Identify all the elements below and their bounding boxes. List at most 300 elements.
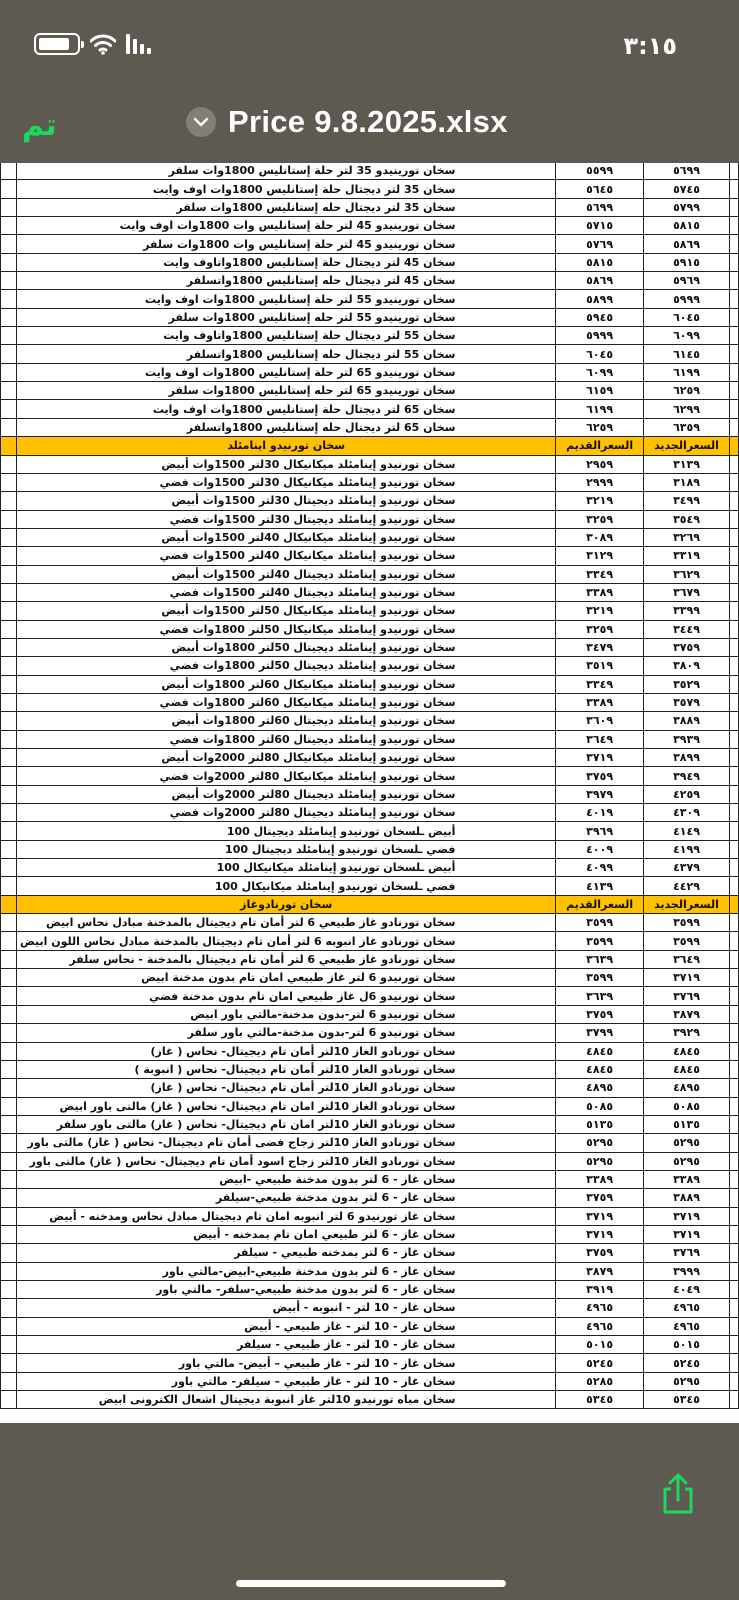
old-price-cell[interactable]: ٤٨٩٥ — [556, 1079, 643, 1097]
blank-cell[interactable] — [730, 749, 739, 767]
old-price-cell[interactable]: ٣٥٩٩ — [556, 914, 643, 932]
blank-cell[interactable] — [730, 418, 739, 436]
old-price-cell[interactable]: ٣٩١٩ — [556, 1280, 643, 1298]
blank-cell[interactable] — [730, 1391, 739, 1409]
new-price-cell[interactable]: ٤٠٤٩ — [643, 1280, 729, 1298]
product-name-cell[interactable]: سخان تورنيدو إينامئلد ديجيتال 40لتر 1500وات أبيض — [17, 565, 556, 583]
new-price-cell[interactable]: ٣٥٢٩ — [643, 675, 729, 693]
blank-cell[interactable] — [1, 400, 17, 418]
product-name-cell[interactable]: سخان تورنادو الغاز 10لتر امان تام ديجيتال- نحاس ( غاز) مالتى باور ابيض — [17, 1097, 556, 1115]
product-name-cell[interactable]: سخان غاز - 10 لتر - انبوبه - أبيض — [17, 1299, 556, 1317]
blank-cell[interactable] — [730, 1152, 739, 1170]
old-price-cell[interactable]: ٣٢٥٩ — [556, 510, 643, 528]
new-price-cell[interactable]: ٣٩٩٩ — [643, 1262, 729, 1280]
blank-cell[interactable] — [730, 400, 739, 418]
blank-cell[interactable] — [1, 877, 17, 895]
new-price-cell[interactable]: ٤٩٦٥ — [643, 1317, 729, 1335]
blank-cell[interactable] — [730, 1024, 739, 1042]
old-price-cell[interactable]: ٥٧٦٩ — [556, 235, 643, 253]
blank-cell[interactable] — [1, 382, 17, 400]
new-price-cell[interactable]: ٦١٩٩ — [643, 363, 729, 381]
blank-cell[interactable] — [730, 1115, 739, 1133]
new-price-cell[interactable]: ٤٨٤٥ — [643, 1042, 729, 1060]
product-name-cell[interactable]: سخان تورنيدو إينامئلد ميكانيكال 40لتر 1500وات فضي — [17, 547, 556, 565]
product-name-cell[interactable]: سخان تورنادو غاز طبيعي 6 لتر أمان تام ديجيتال بالمدخنة - نحاس سلفر — [17, 950, 556, 968]
blank-cell[interactable] — [730, 822, 739, 840]
new-price-cell[interactable]: ٣٧١٩ — [643, 1225, 729, 1243]
old-price-cell[interactable]: ٦٠٩٩ — [556, 363, 643, 381]
blank-cell[interactable] — [730, 1170, 739, 1188]
blank-cell[interactable] — [1, 822, 17, 840]
new-price-cell[interactable]: ٣٨٧٩ — [643, 1005, 729, 1023]
blank-cell[interactable] — [1, 1280, 17, 1298]
new-price-cell[interactable]: ٥٢٩٥ — [643, 1152, 729, 1170]
blank-cell[interactable] — [1, 950, 17, 968]
blank-cell[interactable] — [1, 1262, 17, 1280]
new-price-cell[interactable]: ٤٨٩٥ — [643, 1079, 729, 1097]
blank-cell[interactable] — [730, 1244, 739, 1262]
blank-cell[interactable] — [1, 1042, 17, 1060]
old-price-header-cell[interactable]: السعرالقديم — [556, 895, 643, 913]
blank-cell[interactable] — [730, 1189, 739, 1207]
new-price-cell[interactable]: ٥٢٩٥ — [643, 1134, 729, 1152]
product-name-cell[interactable]: سخان غاز - 6 لتر بدون مدخنة طبيعي -ابيض — [17, 1170, 556, 1188]
old-price-cell[interactable]: ٥٢٤٥ — [556, 1354, 643, 1372]
old-price-cell[interactable]: ٢٩٥٩ — [556, 455, 643, 473]
old-price-cell[interactable]: ٣٧١٩ — [556, 749, 643, 767]
new-price-cell[interactable]: ٣٨٨٩ — [643, 712, 729, 730]
new-price-cell[interactable]: ٦١٤٥ — [643, 345, 729, 363]
old-price-cell[interactable]: ٣٢٥٩ — [556, 620, 643, 638]
old-price-cell[interactable]: ٥٨٦٩ — [556, 272, 643, 290]
blank-cell[interactable] — [730, 1042, 739, 1060]
new-price-cell[interactable]: ٣٨٠٩ — [643, 657, 729, 675]
blank-cell[interactable] — [730, 602, 739, 620]
blank-cell[interactable] — [1, 1024, 17, 1042]
new-price-cell[interactable]: ٥١٣٥ — [643, 1115, 729, 1133]
blank-cell[interactable] — [730, 657, 739, 675]
old-price-cell[interactable]: ٣٧٥٩ — [556, 1244, 643, 1262]
product-name-cell[interactable]: سخان تورنيدو إينامئلد ديجيتال 40لتر 1500وات فضي — [17, 583, 556, 601]
old-price-cell[interactable]: ٤٩٦٥ — [556, 1299, 643, 1317]
product-name-cell[interactable]: سخان تورنيدو إينامئلد ديجيتال 60لتر 1800وات فضي — [17, 730, 556, 748]
product-name-cell[interactable]: سخان غاز - 10 لتر - غاز طبيعي - أبيض — [17, 1317, 556, 1335]
new-price-cell[interactable]: ٥٢٩٥ — [643, 1372, 729, 1390]
old-price-cell[interactable]: ٤٠١٩ — [556, 804, 643, 822]
old-price-cell[interactable]: ٣٩٧٩ — [556, 785, 643, 803]
blank-cell[interactable] — [730, 198, 739, 216]
blank-cell[interactable] — [730, 1225, 739, 1243]
blank-cell[interactable] — [1, 1134, 17, 1152]
new-price-cell[interactable]: ٣٧٥٩ — [643, 638, 729, 656]
blank-cell[interactable] — [1, 1152, 17, 1170]
old-price-cell[interactable]: ٥٦٩٩ — [556, 198, 643, 216]
blank-cell[interactable] — [730, 382, 739, 400]
old-price-cell[interactable]: ٥٩٩٩ — [556, 327, 643, 345]
product-name-cell[interactable]: سخان 65 لتر ديجتال حلة إستانليس 1800وات اوف وايت — [17, 400, 556, 418]
product-name-cell[interactable]: سخان تورنيدو إينامئلد ميكانيكال 80لتر 2000وات أبيض — [17, 749, 556, 767]
blank-cell[interactable] — [730, 1280, 739, 1298]
new-price-cell[interactable]: ٣٥٩٩ — [643, 932, 729, 950]
new-price-cell[interactable]: ٣٨٨٩ — [643, 1189, 729, 1207]
blank-cell[interactable] — [730, 785, 739, 803]
new-price-cell[interactable]: ٣٦٧٩ — [643, 583, 729, 601]
blank-cell[interactable] — [1, 620, 17, 638]
new-price-cell[interactable]: ٣٨٩٩ — [643, 749, 729, 767]
product-name-cell[interactable]: سخان تورنادو الغاز 10لتر أمان تام ديجيتال- نحاس ( غاز) — [17, 1079, 556, 1097]
blank-cell[interactable] — [1, 1207, 17, 1225]
blank-cell[interactable] — [730, 675, 739, 693]
blank-cell[interactable] — [1, 510, 17, 528]
blank-cell[interactable] — [1, 1060, 17, 1078]
product-name-cell[interactable]: سخان تورنيدو إينامئلد ميكانيكال 40لتر 1500وات أبيض — [17, 528, 556, 546]
new-price-cell[interactable]: ٣٥٤٩ — [643, 510, 729, 528]
blank-cell[interactable] — [1, 1244, 17, 1262]
new-price-cell[interactable]: ٣٩٤٩ — [643, 767, 729, 785]
product-name-cell[interactable]: سخان تورنيدو إينامئلد ديجيتال 60لتر 1800وات أبيض — [17, 712, 556, 730]
old-price-cell[interactable]: ٥٨١٥ — [556, 253, 643, 271]
blank-cell[interactable] — [730, 455, 739, 473]
old-price-cell[interactable]: ٥٢٩٥ — [556, 1134, 643, 1152]
new-price-cell[interactable]: ٣٧٦٩ — [643, 1244, 729, 1262]
old-price-cell[interactable]: ٣٨٧٩ — [556, 1262, 643, 1280]
blank-cell[interactable] — [1, 473, 17, 491]
new-price-cell[interactable]: ٥٩٦٩ — [643, 272, 729, 290]
old-price-cell[interactable]: ٣٧٥٩ — [556, 1189, 643, 1207]
old-price-cell[interactable]: ٥٢٩٥ — [556, 1152, 643, 1170]
product-name-cell[interactable]: سخان تورنادو الغاز 10لتر أمان تام ديجيتال- نحاس ( غاز) — [17, 1042, 556, 1060]
blank-cell[interactable] — [730, 895, 739, 913]
blank-cell[interactable] — [730, 859, 739, 877]
product-name-cell[interactable]: سخان مياه تورنيدو 10لتر غاز انبوبة ديجيتال اشعال الكترونى ابيض — [17, 1391, 556, 1409]
blank-cell[interactable] — [1, 1225, 17, 1243]
product-name-cell[interactable]: سخان تورنيدو 6 لتر-بدون مدخنة-مالتي باور ابيض — [17, 1005, 556, 1023]
product-name-cell[interactable]: سخان تورنيدو إينامئلد ميكانيكال 30لتر 1500وات فضي — [17, 473, 556, 491]
product-name-cell[interactable]: سخان تورنيدو إينامئلد ديجيتال 50لتر 1800وات أبيض — [17, 638, 556, 656]
old-price-cell[interactable]: ٦١٩٩ — [556, 400, 643, 418]
old-price-cell[interactable]: ٥٣٤٥ — [556, 1391, 643, 1409]
new-price-cell[interactable]: ٥٩٩٩ — [643, 290, 729, 308]
blank-cell[interactable] — [1, 235, 17, 253]
old-price-cell[interactable]: ٥١٣٥ — [556, 1115, 643, 1133]
blank-cell[interactable] — [1, 253, 17, 271]
blank-cell[interactable] — [730, 492, 739, 510]
new-price-cell[interactable]: ٤٣٠٩ — [643, 804, 729, 822]
blank-cell[interactable] — [1, 492, 17, 510]
new-price-cell[interactable]: ٣٦٤٩ — [643, 950, 729, 968]
product-name-cell[interactable]: سخان تورنادو الغاز 10لتر زجاج فضى أمان تام ديجيتال- نحاس ( غاز) مالتى باور — [17, 1134, 556, 1152]
old-price-cell[interactable]: ٤٨٤٥ — [556, 1060, 643, 1078]
new-price-cell[interactable]: ٥٠٨٥ — [643, 1097, 729, 1115]
product-name-cell[interactable]: سخان تورنادو الغاز 10لتر أمان تام ديجيتال- نحاس ( انبوبة ) — [17, 1060, 556, 1078]
old-price-cell[interactable]: ٤٩٦٥ — [556, 1317, 643, 1335]
product-name-cell[interactable]: سخان تورنادو الغاز 10لتر زجاج اسود أمان تام ديجيتال- نحاس ( غاز) مالتى باور — [17, 1152, 556, 1170]
blank-cell[interactable] — [730, 437, 739, 455]
old-price-cell[interactable]: ٦١٥٩ — [556, 382, 643, 400]
new-price-cell[interactable]: ٥٧٩٩ — [643, 198, 729, 216]
blank-cell[interactable] — [1, 657, 17, 675]
blank-cell[interactable] — [730, 217, 739, 235]
blank-cell[interactable] — [1, 767, 17, 785]
blank-cell[interactable] — [730, 932, 739, 950]
blank-cell[interactable] — [730, 272, 739, 290]
old-price-cell[interactable]: ٣٧١٩ — [556, 1207, 643, 1225]
old-price-cell[interactable]: ٣٢١٩ — [556, 492, 643, 510]
blank-cell[interactable] — [1, 455, 17, 473]
new-price-cell[interactable]: ٤٤٢٩ — [643, 877, 729, 895]
product-name-cell[interactable]: سخان تورنيدو إينامئلد ديجيتال 80لتر 2000وات أبيض — [17, 785, 556, 803]
blank-cell[interactable] — [1, 638, 17, 656]
old-price-header-cell[interactable]: السعرالقديم — [556, 437, 643, 455]
product-name-cell[interactable]: سخان تورنادو الغاز 10لتر امان تام ديجيتال- نحاس ( غاز) مالتى باور سلفر — [17, 1115, 556, 1133]
spreadsheet-view[interactable] — [0, 163, 739, 1423]
blank-cell[interactable] — [1, 969, 17, 987]
product-name-cell[interactable]: سخان غاز - 6 لتر بدون مدخنة طبيعي-سلفر- مالتي باور — [17, 1280, 556, 1298]
new-price-cell[interactable]: ٥٦٩٩ — [643, 163, 729, 180]
old-price-cell[interactable]: ٥٥٩٩ — [556, 163, 643, 180]
blank-cell[interactable] — [730, 1060, 739, 1078]
blank-cell[interactable] — [1, 1115, 17, 1133]
old-price-cell[interactable]: ٣٠٨٩ — [556, 528, 643, 546]
product-name-cell[interactable]: سخان تورنيدو إينامئلد ديجيتال 80لتر 2000وات فضي — [17, 804, 556, 822]
blank-cell[interactable] — [1, 180, 17, 198]
product-name-cell[interactable]: سخان تورنيدو إينامئلد ميكانيكال 60لتر 1800وات أبيض — [17, 675, 556, 693]
new-price-cell[interactable]: ٣٩٣٩ — [643, 730, 729, 748]
product-name-cell[interactable]: سخان تورنيدو إينامئلد ميكانيكال 30لتر 1500وات أبيض — [17, 455, 556, 473]
section-title-cell[interactable]: سخان تورنيدو اينامئلد — [17, 437, 556, 455]
product-name-cell[interactable]: سخان تورينيدو 65 لتر حلة إستانليس 1800وات اوف وايت — [17, 363, 556, 381]
blank-cell[interactable] — [730, 163, 739, 180]
new-price-cell[interactable]: ٤٨٤٥ — [643, 1060, 729, 1078]
product-name-cell[interactable]: سخان غاز - 6 لتر طبيعي امان تام بمدخنه - أبيض — [17, 1225, 556, 1243]
new-price-cell[interactable]: ٣٢٦٩ — [643, 528, 729, 546]
new-price-cell[interactable]: ٦٠٤٥ — [643, 308, 729, 326]
blank-cell[interactable] — [730, 638, 739, 656]
blank-cell[interactable] — [1, 290, 17, 308]
blank-cell[interactable] — [730, 1079, 739, 1097]
blank-cell[interactable] — [1, 1097, 17, 1115]
blank-cell[interactable] — [1, 272, 17, 290]
blank-cell[interactable] — [730, 987, 739, 1005]
product-name-cell[interactable]: سخان تورنيدو 6ل غاز طبيعي امان تام بدون مدخنة فضي — [17, 987, 556, 1005]
blank-cell[interactable] — [1, 693, 17, 711]
new-price-cell[interactable]: ٥٩١٥ — [643, 253, 729, 271]
blank-cell[interactable] — [1, 1317, 17, 1335]
new-price-cell[interactable]: ٦٣٥٩ — [643, 418, 729, 436]
blank-cell[interactable] — [1, 859, 17, 877]
new-price-cell[interactable]: ٣١٨٩ — [643, 473, 729, 491]
old-price-cell[interactable]: ٣٤٧٩ — [556, 638, 643, 656]
product-name-cell[interactable]: سخان 55 لتر ديجتال حله إستانليس 1800واتسلفر — [17, 345, 556, 363]
blank-cell[interactable] — [1, 1189, 17, 1207]
old-price-cell[interactable]: ٣٥٩٩ — [556, 969, 643, 987]
product-name-cell[interactable]: فضي ـلسخان تورنيدو إينامئلد ديجيتال 100 — [17, 840, 556, 858]
blank-cell[interactable] — [730, 528, 739, 546]
blank-cell[interactable] — [730, 253, 739, 271]
blank-cell[interactable] — [1, 914, 17, 932]
blank-cell[interactable] — [730, 877, 739, 895]
new-price-cell[interactable]: ٣٥٩٩ — [643, 914, 729, 932]
blank-cell[interactable] — [730, 473, 739, 491]
blank-cell[interactable] — [730, 693, 739, 711]
product-name-cell[interactable]: سخان غاز - 10 لتر - غاز طبيعي - سيلفر — [17, 1336, 556, 1354]
product-name-cell[interactable]: سخان غاز - 6 لتر بدون مدخنة طبيعي-سيلفر — [17, 1189, 556, 1207]
blank-cell[interactable] — [1, 987, 17, 1005]
product-name-cell[interactable]: سخان تورنيدو إينامئلد ديجيتال 30لتر 1500وات فضي — [17, 510, 556, 528]
old-price-cell[interactable]: ٣١٢٩ — [556, 547, 643, 565]
old-price-cell[interactable]: ٣٦٣٩ — [556, 950, 643, 968]
blank-cell[interactable] — [1, 217, 17, 235]
product-name-cell[interactable]: سخان 45 لتر ديجتال حلة إستانليس 1800واتاوف وايت — [17, 253, 556, 271]
blank-cell[interactable] — [730, 712, 739, 730]
product-name-cell[interactable]: سخان 35 لتر ديجتال حله إستانليس 1800وات سلفر — [17, 198, 556, 216]
new-price-cell[interactable]: ٣٧١٩ — [643, 1207, 729, 1225]
file-title-menu[interactable] — [186, 104, 508, 140]
blank-cell[interactable] — [730, 730, 739, 748]
old-price-cell[interactable]: ٣٧١٩ — [556, 1225, 643, 1243]
new-price-cell[interactable]: ٣٦٢٩ — [643, 565, 729, 583]
product-name-cell[interactable]: سخان 45 لتر ديجتال حله إستانليس 1800واتسلفر — [17, 272, 556, 290]
new-price-cell[interactable]: ٣١٣٩ — [643, 455, 729, 473]
blank-cell[interactable] — [1, 1079, 17, 1097]
blank-cell[interactable] — [1, 1336, 17, 1354]
blank-cell[interactable] — [1, 675, 17, 693]
blank-cell[interactable] — [730, 1299, 739, 1317]
old-price-cell[interactable]: ٣٦٠٩ — [556, 712, 643, 730]
blank-cell[interactable] — [730, 1336, 739, 1354]
new-price-cell[interactable]: ٣٣٨٩ — [643, 1170, 729, 1188]
old-price-cell[interactable]: ٣٣٨٩ — [556, 583, 643, 601]
blank-cell[interactable] — [1, 804, 17, 822]
product-name-cell[interactable]: سخان تورينيدو 35 لتر حلة إستانليس 1800وات سلفر — [17, 163, 556, 180]
product-name-cell[interactable]: سخان تورنيدو إينامئلد ميكانيكال 50لتر 1800وات فضي — [17, 620, 556, 638]
blank-cell[interactable] — [1, 418, 17, 436]
new-price-cell[interactable]: ٣٥٧٩ — [643, 693, 729, 711]
blank-cell[interactable] — [1, 712, 17, 730]
old-price-cell[interactable]: ٣٣٨٩ — [556, 1170, 643, 1188]
old-price-cell[interactable]: ٣٦٤٩ — [556, 730, 643, 748]
new-price-cell[interactable]: ٤٣٧٩ — [643, 859, 729, 877]
new-price-header-cell[interactable]: السعرالجديد — [643, 895, 729, 913]
blank-cell[interactable] — [1, 327, 17, 345]
blank-cell[interactable] — [1, 1170, 17, 1188]
product-name-cell[interactable]: سخان تورنيدو 6 لتر-بدون مدخنة-مالتي باور سلفر — [17, 1024, 556, 1042]
new-price-cell[interactable]: ٦٢٩٩ — [643, 400, 729, 418]
blank-cell[interactable] — [1, 437, 17, 455]
blank-cell[interactable] — [730, 1317, 739, 1335]
old-price-cell[interactable]: ٤١٣٩ — [556, 877, 643, 895]
new-price-cell[interactable]: ٣٧١٩ — [643, 969, 729, 987]
blank-cell[interactable] — [1, 198, 17, 216]
old-price-cell[interactable]: ٥٦٤٥ — [556, 180, 643, 198]
old-price-cell[interactable]: ٥٩٤٥ — [556, 308, 643, 326]
blank-cell[interactable] — [1, 840, 17, 858]
old-price-cell[interactable]: ٣٣٤٩ — [556, 565, 643, 583]
blank-cell[interactable] — [1, 547, 17, 565]
new-price-cell[interactable]: ٥٠١٥ — [643, 1336, 729, 1354]
blank-cell[interactable] — [1, 1299, 17, 1317]
old-price-cell[interactable]: ٣٣٨٩ — [556, 693, 643, 711]
product-name-cell[interactable]: سخان تورينيدو 45 لتر حلة إستانليس وات 1800وات سلفر — [17, 235, 556, 253]
new-price-cell[interactable]: ٤٩٦٥ — [643, 1299, 729, 1317]
old-price-cell[interactable]: ٣٧٥٩ — [556, 1005, 643, 1023]
product-name-cell[interactable]: أبيض ـلسخان تورنيدو إينامئلد ميكانيكال 100 — [17, 859, 556, 877]
old-price-cell[interactable]: ٣٧٩٩ — [556, 1024, 643, 1042]
blank-cell[interactable] — [730, 969, 739, 987]
old-price-cell[interactable]: ٣٩٦٩ — [556, 822, 643, 840]
new-price-cell[interactable]: ٣٣٩٩ — [643, 602, 729, 620]
old-price-cell[interactable]: ٥٠٨٥ — [556, 1097, 643, 1115]
new-price-cell[interactable]: ٥٣٤٥ — [643, 1391, 729, 1409]
blank-cell[interactable] — [730, 180, 739, 198]
blank-cell[interactable] — [730, 1207, 739, 1225]
product-name-cell[interactable]: أبيض ـلسخان تورنيدو إينامئلد ديجيتال 100 — [17, 822, 556, 840]
blank-cell[interactable] — [730, 235, 739, 253]
blank-cell[interactable] — [730, 620, 739, 638]
old-price-cell[interactable]: ٤٠٠٩ — [556, 840, 643, 858]
blank-cell[interactable] — [1, 363, 17, 381]
product-name-cell[interactable]: سخان غاز تورنيدو 6 لتر انبوبه امان تام ديجيتال مبادل نحاس ومدخنه - أبيض — [17, 1207, 556, 1225]
old-price-cell[interactable]: ٤٨٤٥ — [556, 1042, 643, 1060]
blank-cell[interactable] — [1, 1354, 17, 1372]
blank-cell[interactable] — [730, 583, 739, 601]
blank-cell[interactable] — [1, 565, 17, 583]
blank-cell[interactable] — [730, 565, 739, 583]
blank-cell[interactable] — [730, 840, 739, 858]
old-price-cell[interactable]: ٣٧٥٩ — [556, 767, 643, 785]
new-price-cell[interactable]: ٥٢٤٥ — [643, 1354, 729, 1372]
blank-cell[interactable] — [730, 308, 739, 326]
new-price-cell[interactable]: ٦٠٩٩ — [643, 327, 729, 345]
product-name-cell[interactable]: سخان تورنيدو إينامئلد ميكانيكال 50لتر 1500وات أبيض — [17, 602, 556, 620]
blank-cell[interactable] — [1, 749, 17, 767]
blank-cell[interactable] — [1, 895, 17, 913]
old-price-cell[interactable]: ٣٥٩٩ — [556, 932, 643, 950]
old-price-cell[interactable]: ٣٢١٩ — [556, 602, 643, 620]
blank-cell[interactable] — [1, 528, 17, 546]
new-price-cell[interactable]: ٤٢٥٩ — [643, 785, 729, 803]
blank-cell[interactable] — [1, 583, 17, 601]
blank-cell[interactable] — [730, 510, 739, 528]
done-button[interactable]: تم — [22, 108, 57, 143]
new-price-cell[interactable]: ٥٨٦٩ — [643, 235, 729, 253]
blank-cell[interactable] — [1, 602, 17, 620]
old-price-cell[interactable]: ٥٨٩٩ — [556, 290, 643, 308]
product-name-cell[interactable]: فضي ـلسخان تورنيدو إينامئلد ميكانيكال 100 — [17, 877, 556, 895]
blank-cell[interactable] — [1, 308, 17, 326]
new-price-cell[interactable]: ٣٤٩٩ — [643, 492, 729, 510]
blank-cell[interactable] — [730, 804, 739, 822]
blank-cell[interactable] — [1, 932, 17, 950]
new-price-header-cell[interactable]: السعرالجديد — [643, 437, 729, 455]
old-price-cell[interactable]: ٥٧١٥ — [556, 217, 643, 235]
product-name-cell[interactable]: سخان تورينيدو 55 لتر حله إستانليس 1800وات سلفر — [17, 308, 556, 326]
blank-cell[interactable] — [730, 363, 739, 381]
old-price-cell[interactable]: ٦٢٥٩ — [556, 418, 643, 436]
section-title-cell[interactable]: سخان تورنادوغاز — [17, 895, 556, 913]
blank-cell[interactable] — [1, 163, 17, 180]
new-price-cell[interactable]: ٥٧٤٥ — [643, 180, 729, 198]
share-icon[interactable] — [660, 1473, 696, 1515]
old-price-cell[interactable]: ٤٠٩٩ — [556, 859, 643, 877]
blank-cell[interactable] — [730, 1005, 739, 1023]
blank-cell[interactable] — [1, 1005, 17, 1023]
new-price-cell[interactable]: ٣٤٤٩ — [643, 620, 729, 638]
old-price-cell[interactable]: ٢٩٩٩ — [556, 473, 643, 491]
product-name-cell[interactable]: سخان غاز - 6 لتر بدون مدخنة طبيعي-ابيض-مالتي باور — [17, 1262, 556, 1280]
blank-cell[interactable] — [730, 1097, 739, 1115]
product-name-cell[interactable]: سخان 35 لتر ديجتال حلة إستانليس 1800وات اوف وايت — [17, 180, 556, 198]
